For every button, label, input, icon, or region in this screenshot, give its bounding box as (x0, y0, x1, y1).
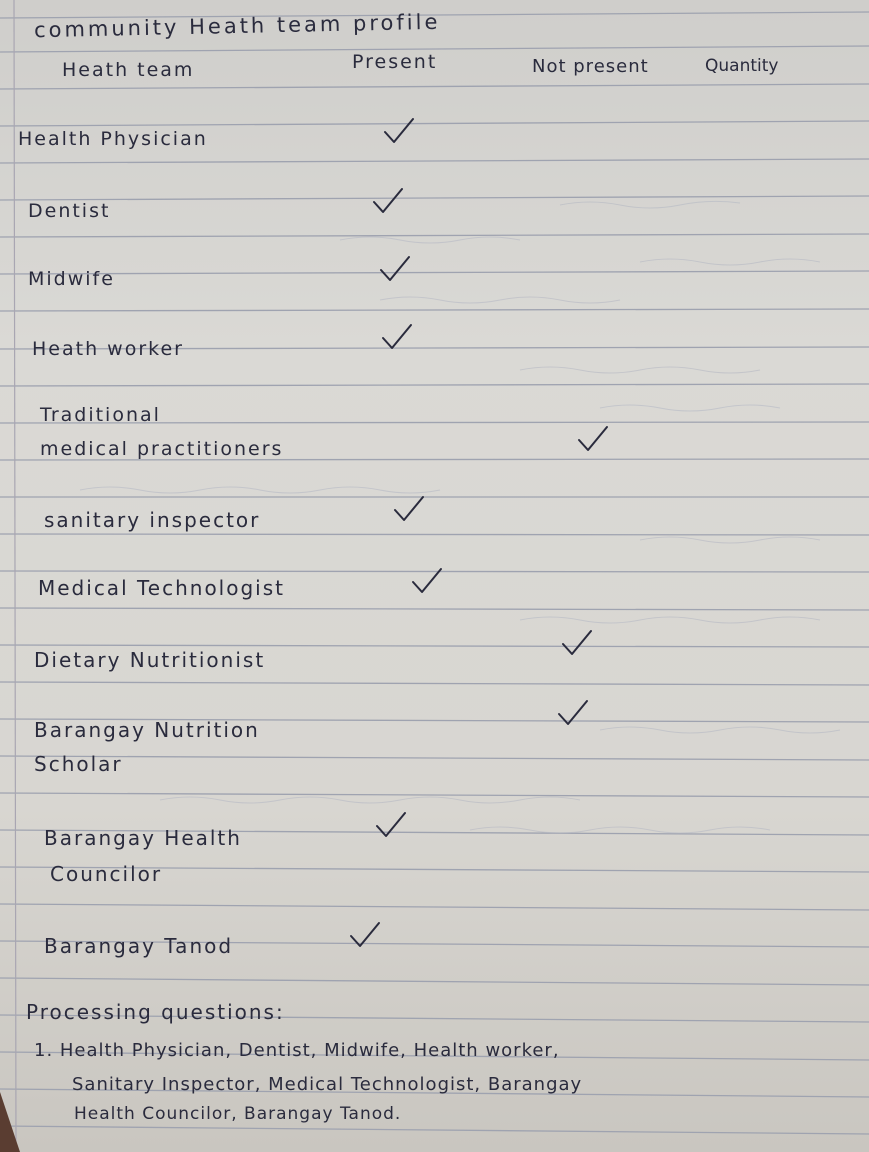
row-label: Traditional (40, 404, 161, 426)
page-title: community Heath team profile (33, 9, 441, 43)
header-quantity: Quantity (705, 56, 779, 76)
header-present: Present (352, 51, 438, 73)
checkmark-icon (410, 566, 444, 596)
checkmark-icon (380, 322, 414, 352)
row-label: Medical Technologist (38, 576, 285, 600)
row-label: Councilor (50, 862, 163, 886)
row-label: Health Physician (18, 128, 208, 150)
row-label: Dietary Nutritionist (34, 648, 266, 672)
row-label: Barangay Nutrition (34, 718, 260, 742)
checkmark-icon (374, 810, 408, 840)
checkmark-icon (560, 628, 594, 658)
row-label: Scholar (34, 752, 123, 776)
checkmark-icon (378, 254, 412, 284)
checkmark-icon (576, 424, 610, 454)
background-corner (0, 1092, 40, 1152)
row-label: sanitary inspector (44, 508, 261, 532)
checkmark-icon (382, 116, 416, 146)
row-label: medical practitioners (40, 438, 284, 460)
row-label: Midwife (28, 268, 115, 290)
answer-line: Sanitary Inspector, Medical Technologist, Barangay (72, 1074, 583, 1095)
row-label: Barangay Health (44, 826, 242, 850)
checkmark-icon (348, 920, 382, 950)
row-label: Heath worker (32, 338, 184, 360)
checkmark-icon (371, 186, 405, 216)
row-label: Barangay Tanod (44, 934, 234, 958)
header-team: Heath team (62, 59, 195, 81)
header-not-present: Not present (532, 56, 649, 77)
checkmark-icon (392, 494, 426, 524)
answer-line: 1. Health Physician, Dentist, Midwife, Health worker, (34, 1040, 560, 1061)
processing-heading: Processing questions: (26, 1000, 285, 1024)
checkmark-icon (556, 698, 590, 728)
row-label: Dentist (28, 200, 111, 222)
answer-line: Health Councilor, Barangay Tanod. (74, 1104, 402, 1124)
